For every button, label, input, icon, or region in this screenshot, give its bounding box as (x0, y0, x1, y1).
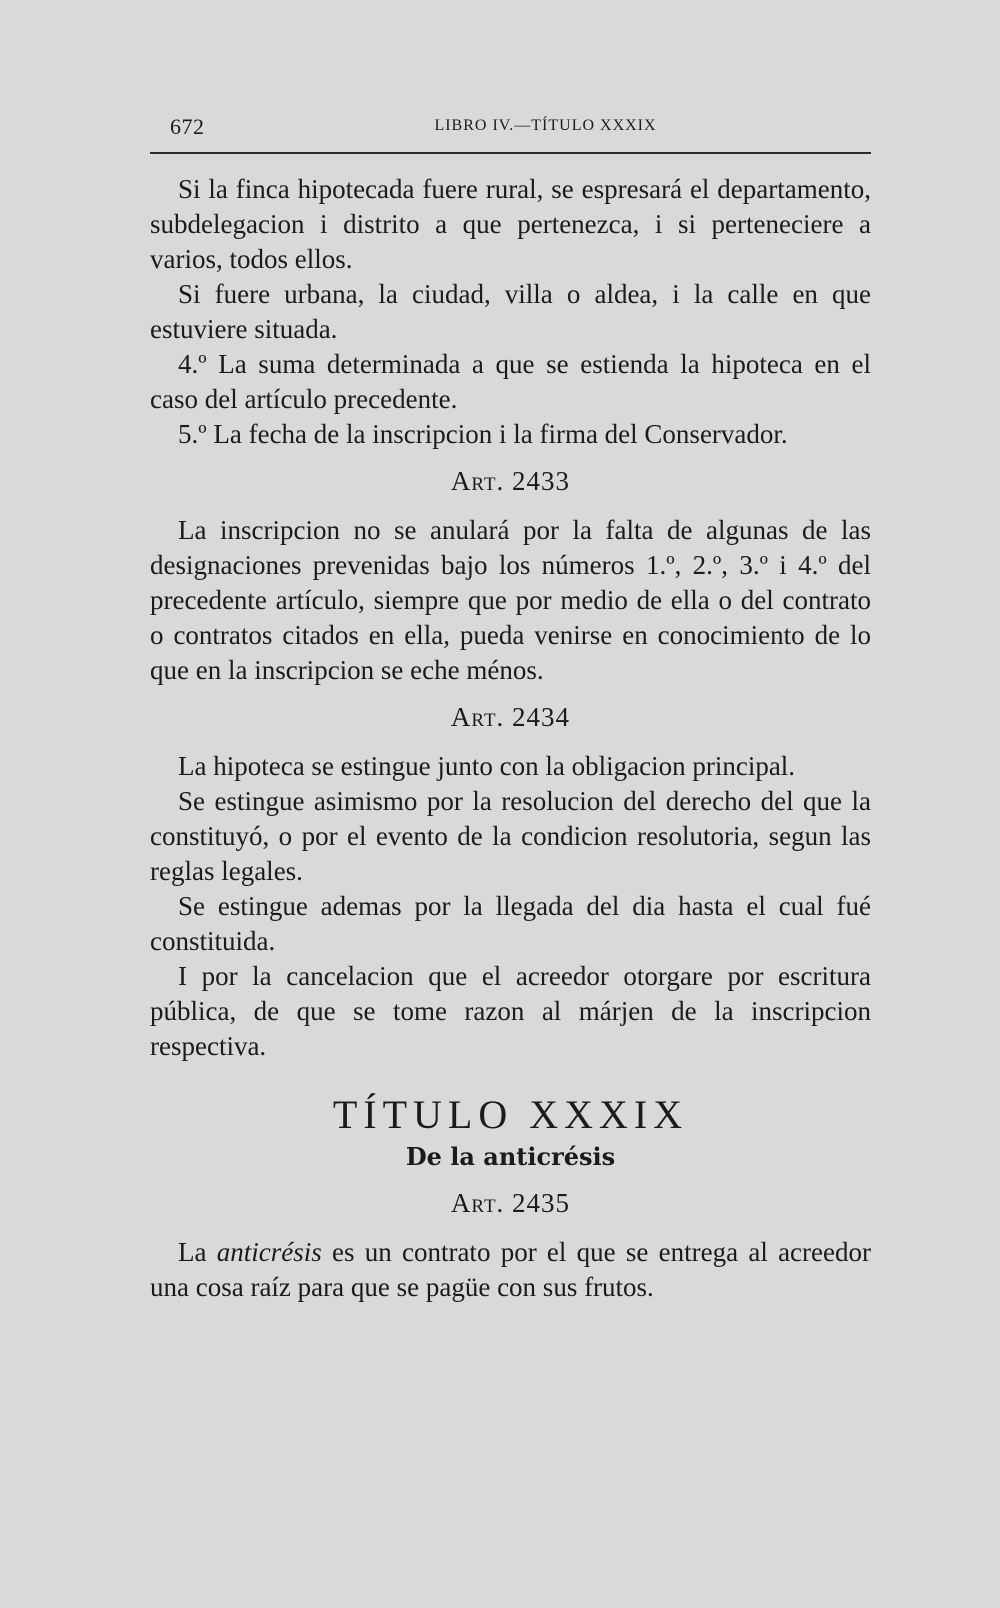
article-heading-2435: Art. 2435 (450, 1188, 571, 1218)
running-head: LIBRO IV.—TÍTULO XXXIX (434, 117, 657, 134)
page-number: 672 (170, 114, 205, 139)
section-subtitle: De la anticrésis (405, 1142, 616, 1171)
italic-term: anticrésis (216, 1237, 322, 1267)
page-body (150, 172, 871, 1305)
paragraph: 5.º La fecha de la inscripcion i la firma del Conservador. (178, 419, 788, 449)
page-header (150, 114, 871, 144)
paragraph: La hipoteca se estingue junto con la obligacion principal. (178, 751, 796, 781)
paragraph: Se estingue asimismo por la resolucion del derecho del que la constituyó, o por el evento de la condicion resolutoria, segun las reglas legales. (150, 786, 871, 886)
article-2433-text: La inscripcion no se anulará por la falta de algunas de las designaciones prevenidas bajo los números 1.º, 2.º, 3.º i 4.º del precedente artículo, siempre que por medio de ella o del contrato o contratos citados en ella, pueda venirse en conocimiento de lo que en la inscripcion se eche ménos. (150, 515, 871, 685)
header-rule (150, 152, 871, 154)
paragraph: Se estingue ademas por la llegada del dia hasta el cual fué constituida. (150, 891, 871, 956)
paragraph: 4.º La suma determinada a que se estienda la hipoteca en el caso del artículo precedente. (150, 349, 871, 414)
paragraph: Si la finca hipotecada fuere rural, se espresará el departamento, subdelegacion i distrito a que pertenezca, i si perteneciere a varios, todos ellos. (150, 174, 871, 274)
paragraph: I por la cancelacion que el acreedor otorgare por escritura pública, de que se tome razon al márjen de la inscripcion respectiva. (150, 961, 871, 1061)
paragraph: Si fuere urbana, la ciudad, villa o aldea, i la calle en que estuviere situada. (150, 279, 871, 344)
section-title: TÍTULO XXXIX (332, 1092, 689, 1137)
article-heading-2434: Art. 2434 (450, 702, 571, 732)
text-segment: es un contrato por el que se entrega al acreedor una cosa raíz para que se pagüe con sus frutos. (150, 1237, 871, 1302)
article-heading-2433: Art. 2433 (450, 466, 571, 496)
article-2435-text (150, 1235, 871, 1305)
text-segment: La (178, 1237, 217, 1267)
